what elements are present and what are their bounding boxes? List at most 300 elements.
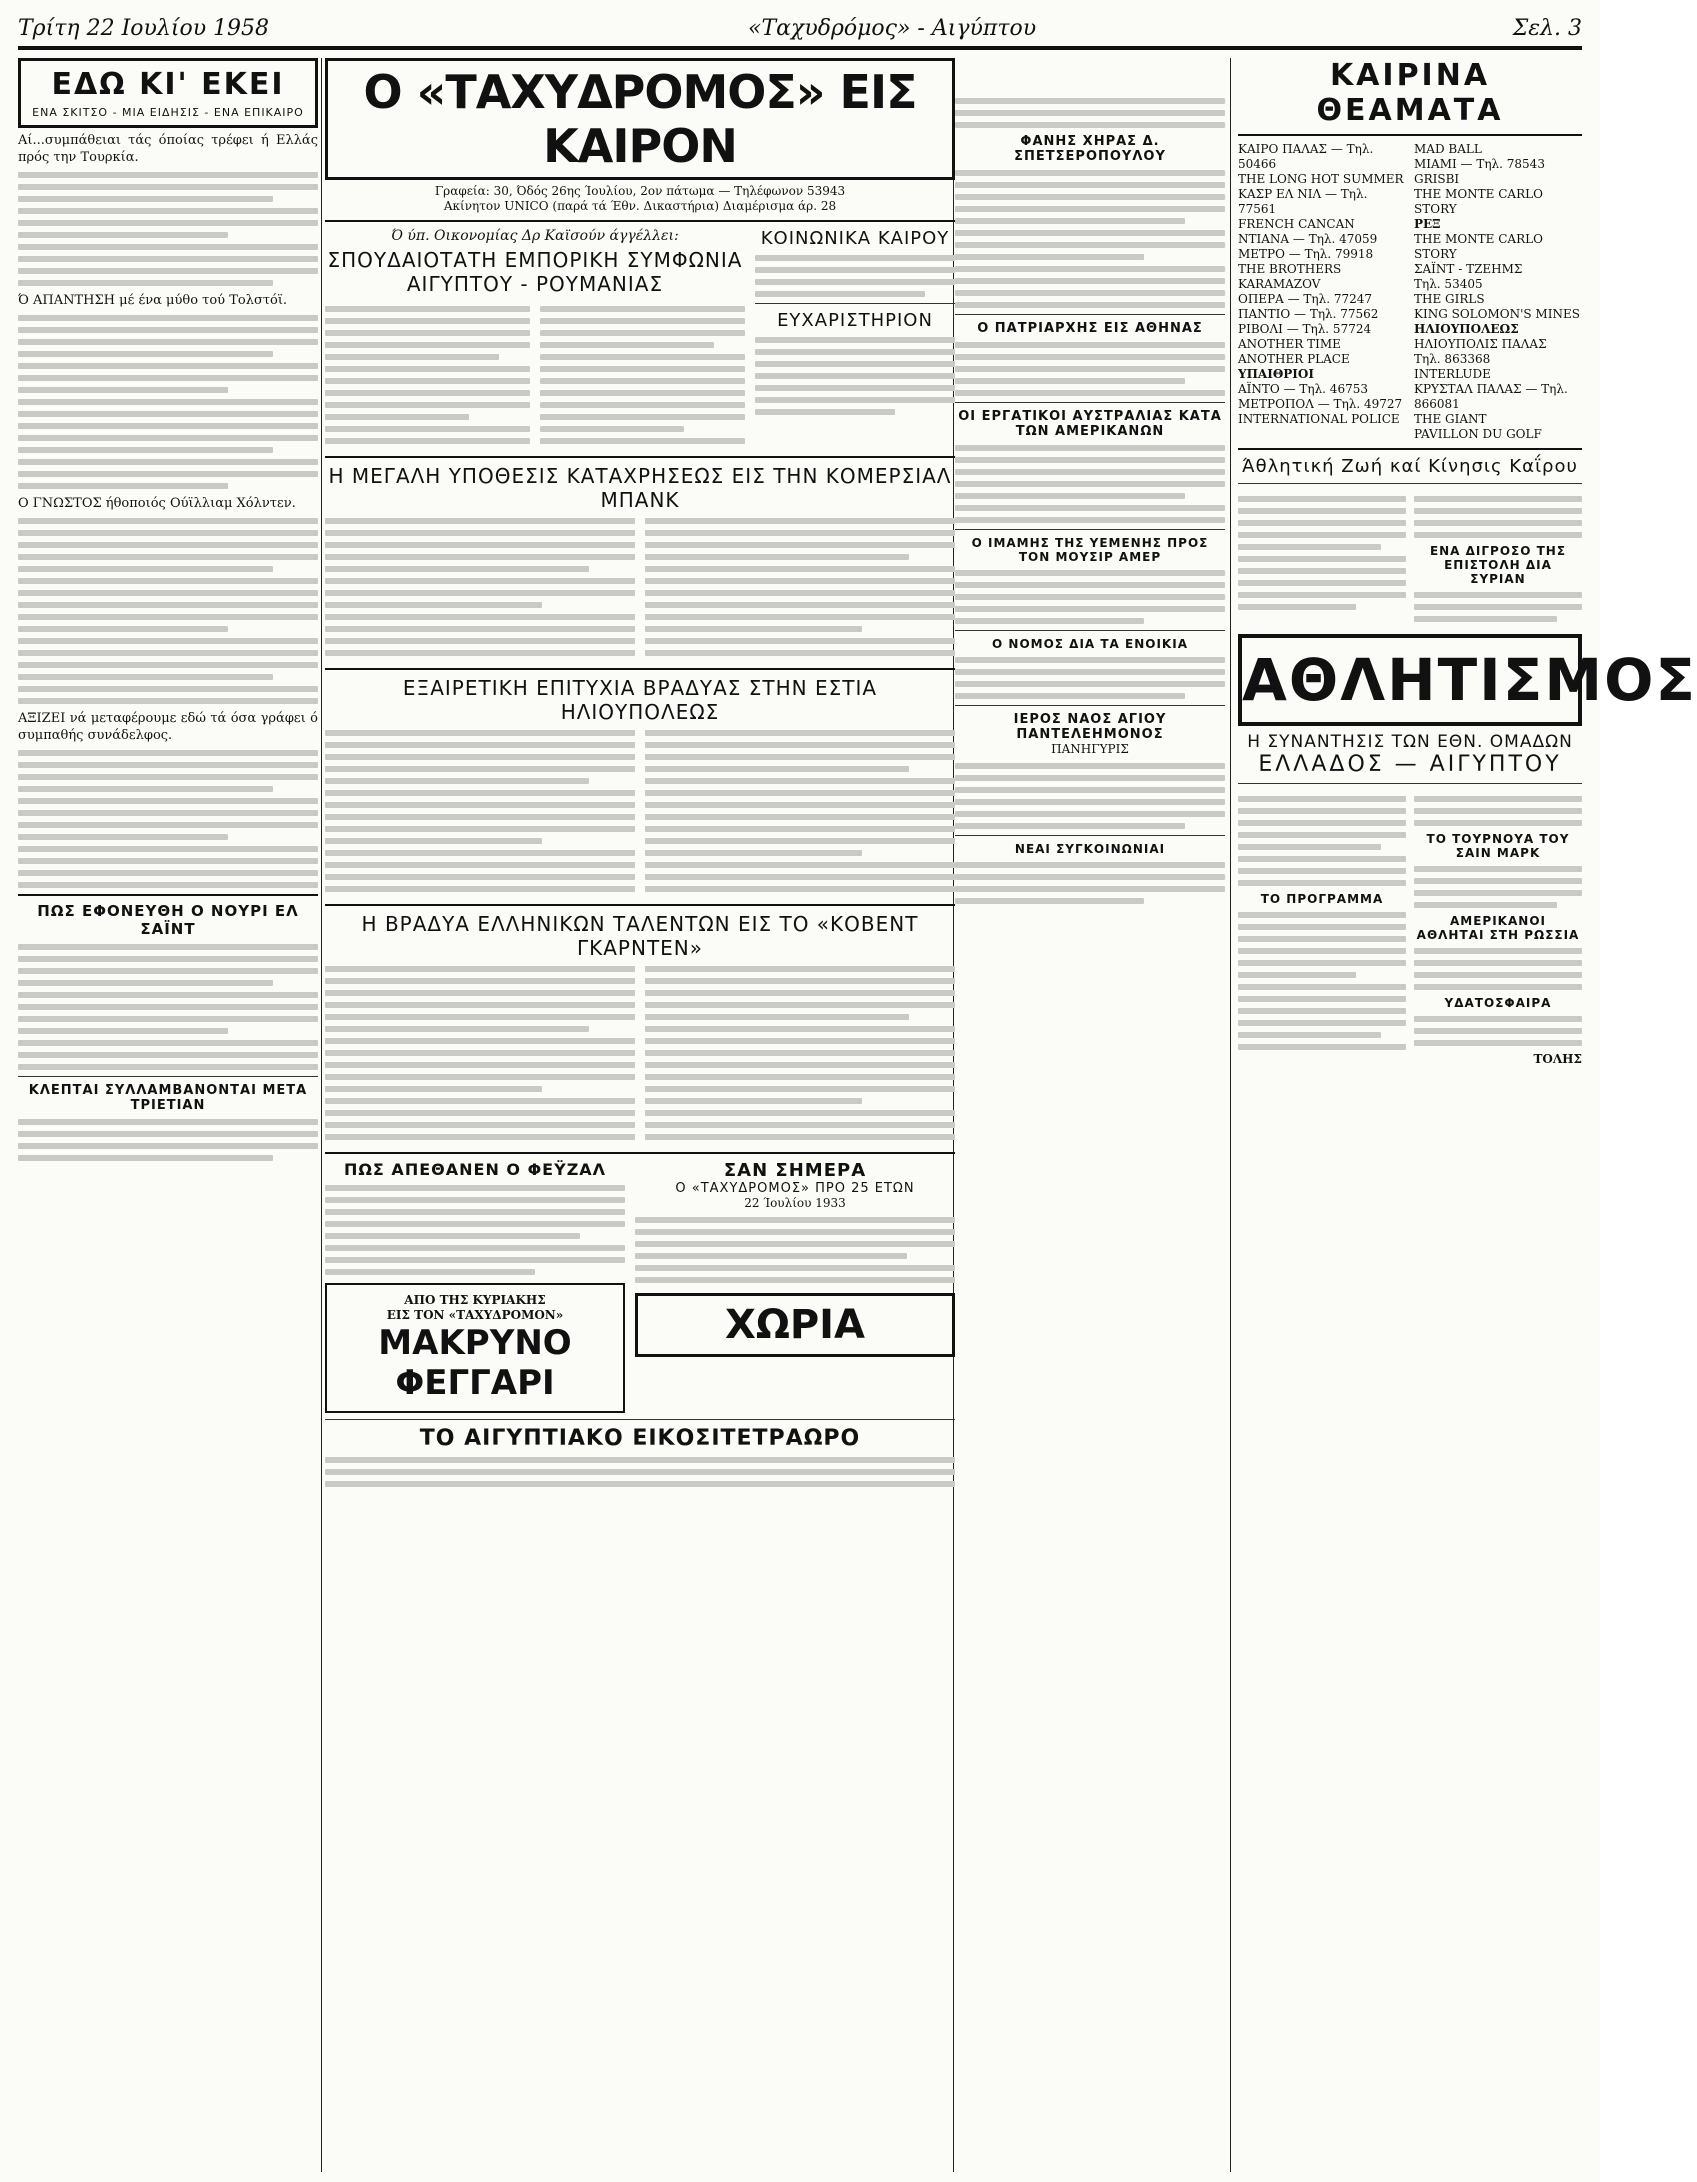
office-address-2: Ακίνητον UNICO (παρά τά Έθν. Δικαστήρια) Διαμέρισμα άρ. 28 bbox=[443, 199, 837, 213]
text-line bbox=[955, 182, 1225, 188]
paper-name: «Ταχυδρόμος» - Αιγύπτου bbox=[748, 16, 1037, 41]
text-line bbox=[955, 594, 1225, 600]
text-line bbox=[1414, 960, 1582, 966]
cinema-entry: THE MONTE CARLO STORY bbox=[1414, 232, 1543, 261]
text-line bbox=[645, 650, 955, 656]
cinema-entry: ANOTHER TIME ANOTHER PLACE bbox=[1238, 337, 1350, 366]
text-line bbox=[645, 730, 955, 736]
text-column bbox=[325, 300, 530, 450]
news-headline: ΤΟ ΠΡΟΓΡΑΜΜΑ bbox=[1260, 892, 1384, 906]
text-line bbox=[325, 1221, 625, 1227]
text-line bbox=[325, 1110, 635, 1116]
text-line bbox=[1414, 902, 1557, 908]
obituary-title: ΦΑΝΗΣ ΧΗΡΑΣ Δ. ΣΠΕΤΣΕΡΟΠΟΥΛΟΥ bbox=[1014, 134, 1166, 164]
text-line bbox=[955, 570, 1225, 576]
cinema-entry: INTERNATIONAL POLICE bbox=[1238, 412, 1400, 426]
text-line bbox=[18, 798, 318, 804]
text-line bbox=[18, 1143, 318, 1149]
text-line bbox=[645, 602, 955, 608]
text-line bbox=[645, 966, 955, 972]
text-line bbox=[540, 330, 745, 336]
athletics-subhead: Η ΣΥΝΑΝΤΗΣΙΣ ΤΩΝ ΕΘΝ. ΟΜΑΔΩΝ bbox=[1247, 732, 1573, 752]
text-line bbox=[325, 1457, 955, 1463]
story-body bbox=[325, 300, 745, 450]
section-rule bbox=[325, 904, 955, 906]
text-line bbox=[955, 493, 1185, 499]
text-line bbox=[955, 669, 1225, 675]
article-body bbox=[18, 1119, 318, 1161]
text-column bbox=[1414, 490, 1582, 628]
chora-box bbox=[635, 1293, 955, 1357]
story-headline: ΠΩΣ ΑΠΕΘΑΝΕΝ Ο ΦΕΫΖΑΛ bbox=[343, 1160, 607, 1179]
text-line bbox=[1238, 1008, 1406, 1014]
news-headline: ΚΛΕΠΤΑΙ ΣΥΛΛΑΜΒΑΝΟΝΤΑΙ ΜΕΤΑ ΤΡΙΕΤΙΑΝ bbox=[28, 1083, 308, 1113]
section-subtitle: ΕΝΑ ΣΚΙΤΣΟ - ΜΙΑ ΕΙΔΗΣΙΣ - ΕΝΑ ΕΠΙΚΑΙΡΟ bbox=[32, 106, 304, 119]
text-line bbox=[18, 423, 318, 429]
cinema-entry: ΟΠΕΡΑ — Τηλ. 77247 bbox=[1238, 292, 1373, 306]
text-column bbox=[325, 960, 635, 1146]
text-line bbox=[645, 566, 955, 572]
text-line bbox=[325, 378, 530, 384]
text-line bbox=[955, 787, 1225, 793]
text-line bbox=[18, 980, 273, 986]
text-line bbox=[325, 766, 635, 772]
text-line bbox=[18, 1064, 318, 1070]
text-line bbox=[635, 1277, 955, 1283]
text-line bbox=[18, 858, 318, 864]
news-headline: ΥΔΑΤΟΣΦΑΙΡΑ bbox=[1444, 996, 1552, 1010]
cinema-entry: THE GIRLS bbox=[1414, 292, 1485, 306]
news-headline: ΕΝΑ ΔΙΓΡΟΣΟ ΤΗΣ ΕΠΙΣΤΟΛΗ ΔΙΑ ΣΥΡΙΑΝ bbox=[1429, 544, 1567, 586]
text-line bbox=[635, 1229, 955, 1235]
text-line bbox=[1414, 808, 1582, 814]
news-headline: Ο ΙΜΑΜΗΣ ΤΗΣ ΥΕΜΕΝΗΣ ΠΡΟΣ ΤΟΝ ΜΟΥΣΙΡ ΑΜΕΡ bbox=[971, 536, 1209, 564]
text-line bbox=[645, 1014, 909, 1020]
text-line bbox=[540, 426, 684, 432]
text-line bbox=[18, 614, 318, 620]
text-line bbox=[635, 1241, 955, 1247]
text-line bbox=[645, 826, 955, 832]
text-line bbox=[325, 426, 530, 432]
text-line bbox=[1414, 1040, 1582, 1046]
text-line bbox=[1414, 984, 1582, 990]
cinema-column bbox=[1414, 142, 1582, 442]
story-body bbox=[325, 960, 955, 1146]
text-line bbox=[18, 435, 318, 441]
text-line bbox=[18, 750, 318, 756]
cinema-entry: INTERLUDE bbox=[1414, 367, 1491, 381]
text-line bbox=[1414, 592, 1582, 598]
text-line bbox=[325, 366, 530, 372]
text-line bbox=[645, 1134, 955, 1140]
text-line bbox=[18, 674, 273, 680]
story-block bbox=[325, 228, 745, 450]
text-line bbox=[540, 342, 714, 348]
text-line bbox=[755, 397, 955, 403]
text-line bbox=[18, 602, 318, 608]
article-body bbox=[955, 657, 1225, 699]
text-line bbox=[325, 730, 635, 736]
text-line bbox=[755, 349, 955, 355]
text-line bbox=[645, 814, 955, 820]
today-subtitle: Ο «ΤΑΧΥΔΡΟΜΟΣ» ΠΡΟ 25 ΕΤΩΝ bbox=[675, 1181, 915, 1196]
text-line bbox=[325, 518, 635, 524]
text-line bbox=[325, 1197, 625, 1203]
cinema-entry: MIAMI — Τηλ. 78543 bbox=[1414, 157, 1545, 171]
cinema-column bbox=[1238, 142, 1406, 442]
text-line bbox=[1414, 532, 1582, 538]
news-headline: ΠΩΣ ΕΦΟΝΕΥΘΗ Ο ΝΟΥΡΙ ΕΛ ΣΑΪΝΤ bbox=[37, 902, 299, 938]
text-line bbox=[955, 606, 1225, 612]
text-line bbox=[1238, 856, 1406, 862]
cinema-entry: KING SOLOMON'S MINES bbox=[1414, 307, 1580, 321]
text-line bbox=[1238, 796, 1406, 802]
text-line bbox=[18, 220, 318, 226]
text-line bbox=[325, 354, 499, 360]
text-line bbox=[18, 1016, 318, 1022]
text-line bbox=[18, 542, 318, 548]
cinema-entry: ΜΕΤΡΟ — Τηλ. 79918 bbox=[1238, 247, 1374, 261]
text-line bbox=[645, 1062, 955, 1068]
text-line bbox=[1414, 616, 1557, 622]
text-line bbox=[1238, 880, 1406, 886]
column-3 bbox=[955, 58, 1225, 2172]
page-number: Σελ. 3 bbox=[1512, 16, 1582, 41]
text-line bbox=[1238, 936, 1406, 942]
cinema-entry: ΡΕΞ bbox=[1414, 217, 1441, 231]
office-address: Γραφεία: 30, Όδός 26ης Ίουλίου, 2ον πάτωμα — Τηλέφωνον 53943 bbox=[434, 184, 846, 198]
text-line bbox=[955, 366, 1225, 372]
ad-headline: ΜΑΚΡΥΝΟ bbox=[378, 1323, 572, 1363]
section-rule bbox=[1238, 783, 1582, 784]
cinema-entry: ΜΕΤΡΟΠΟΛ — Τηλ. 49727 bbox=[1238, 397, 1403, 411]
text-line bbox=[18, 870, 318, 876]
sidebar-box bbox=[755, 228, 955, 450]
athletics-body bbox=[1238, 790, 1582, 1067]
cinema-entry: Τηλ. 863368 bbox=[1414, 352, 1491, 366]
text-line bbox=[645, 1098, 862, 1104]
text-line bbox=[18, 554, 318, 560]
text-line bbox=[325, 790, 635, 796]
text-line bbox=[540, 378, 745, 384]
story-headline: ΤΟ ΑΙΓΥΠΤΙΑΚΟ ΕΙΚΟΣΙΤΕΤΡΑΩΡΟ bbox=[419, 1426, 861, 1451]
text-line bbox=[1238, 868, 1406, 874]
text-line bbox=[325, 306, 530, 312]
text-line bbox=[325, 1098, 635, 1104]
article-body bbox=[955, 342, 1225, 396]
text-line bbox=[325, 1209, 625, 1215]
text-line bbox=[955, 469, 1225, 475]
cairo-masthead-title: Ο «ΤΑΧΥΔΡΟΜΟΣ» ΕΙΣ ΚΑΙΡΟΝ bbox=[363, 65, 917, 173]
text-line bbox=[755, 409, 895, 415]
text-line bbox=[955, 823, 1185, 829]
text-line bbox=[325, 802, 635, 808]
text-line bbox=[955, 775, 1225, 781]
text-line bbox=[955, 657, 1225, 663]
text-line bbox=[325, 1086, 542, 1092]
text-line bbox=[1238, 544, 1381, 550]
text-line bbox=[540, 306, 745, 312]
news-headline: ΟΙ ΕΡΓΑΤΙΚΟΙ ΑΥΣΤΡΑΛΙΑΣ ΚΑΤΑ ΤΩΝ ΑΜΕΡΙΚΑΝΩΝ bbox=[958, 409, 1222, 439]
section-rule bbox=[18, 894, 318, 896]
text-line bbox=[645, 1110, 955, 1116]
page-masthead bbox=[18, 10, 1582, 50]
text-line bbox=[18, 786, 273, 792]
text-line bbox=[18, 638, 318, 644]
ad-headline: ΦΕΓΓΑΡΙ bbox=[395, 1363, 555, 1403]
text-line bbox=[325, 638, 635, 644]
text-line bbox=[955, 98, 1225, 104]
text-line bbox=[18, 944, 318, 950]
text-line bbox=[18, 483, 228, 489]
text-line bbox=[955, 517, 1225, 523]
text-line bbox=[645, 554, 909, 560]
story-block bbox=[325, 1160, 625, 1413]
text-line bbox=[955, 811, 1225, 817]
text-line bbox=[645, 542, 955, 548]
chora-title: ΧΩΡΙΑ bbox=[725, 1302, 865, 1348]
text-line bbox=[325, 1014, 635, 1020]
athletics-subhead-2: ΕΛΛΑΔΟΣ — ΑΙΓΥΠΤΟΥ bbox=[1258, 752, 1562, 777]
text-line bbox=[1238, 832, 1406, 838]
text-line bbox=[955, 481, 1225, 487]
text-line bbox=[325, 886, 635, 892]
cinema-entry: ΗΛΙΟΥΠΟΛΕΩΣ bbox=[1414, 322, 1519, 336]
cinema-listings bbox=[1238, 142, 1582, 442]
text-line bbox=[18, 968, 318, 974]
text-line bbox=[645, 1086, 955, 1092]
cinema-entry: THE MONTE CARLO STORY bbox=[1414, 187, 1543, 216]
text-line bbox=[1238, 972, 1356, 978]
text-line bbox=[18, 1155, 273, 1161]
text-line bbox=[645, 1038, 955, 1044]
text-line bbox=[1238, 912, 1406, 918]
text-line bbox=[645, 742, 955, 748]
section-rule bbox=[955, 402, 1225, 403]
ad-line: ΕΙΣ ΤΟΝ «ΤΑΧΥΔΡΟΜΟΝ» bbox=[386, 1308, 564, 1322]
text-line bbox=[1414, 878, 1582, 884]
author-signature: ΤΟΛΗΣ bbox=[1533, 1052, 1582, 1066]
cinema-entry: THE GIANT bbox=[1414, 412, 1487, 426]
text-line bbox=[1238, 1020, 1406, 1026]
text-line bbox=[955, 266, 1225, 272]
text-line bbox=[18, 1004, 318, 1010]
text-line bbox=[325, 814, 635, 820]
text-line bbox=[1238, 984, 1406, 990]
article-body bbox=[955, 570, 1225, 624]
text-line bbox=[18, 256, 318, 262]
cinema-entry: ΚΡΥΣΤΑΛ ΠΑΛΑΣ — Τηλ. 866081 bbox=[1414, 382, 1568, 411]
text-line bbox=[18, 1119, 318, 1125]
text-line bbox=[955, 618, 1144, 624]
text-line bbox=[325, 554, 635, 560]
text-line bbox=[18, 471, 318, 477]
text-line bbox=[325, 862, 635, 868]
section-rule bbox=[1238, 448, 1582, 450]
text-line bbox=[645, 990, 955, 996]
text-line bbox=[18, 822, 318, 828]
text-line bbox=[325, 826, 635, 832]
column-4 bbox=[1238, 58, 1697, 2172]
text-line bbox=[645, 886, 955, 892]
text-line bbox=[755, 361, 955, 367]
text-line bbox=[325, 874, 635, 880]
text-line bbox=[325, 1233, 580, 1239]
article-body bbox=[18, 750, 318, 888]
text-line bbox=[1238, 1032, 1381, 1038]
text-line bbox=[325, 530, 635, 536]
text-line bbox=[18, 399, 318, 405]
text-line bbox=[325, 778, 589, 784]
ad-line: ΑΠΟ ΤΗΣ ΚΥΡΙΑΚΗΣ bbox=[404, 1293, 546, 1307]
top-row bbox=[325, 228, 955, 450]
athletics-banner: ΑΘΛΗΤΙΣΜΟΣ bbox=[1238, 634, 1582, 726]
section-rule bbox=[1238, 483, 1582, 484]
text-line bbox=[645, 862, 955, 868]
text-line bbox=[325, 1245, 625, 1251]
section-title: ΕΔΩ ΚΙ' ΕΚΕΙ bbox=[51, 67, 285, 102]
text-line bbox=[1238, 820, 1406, 826]
text-line bbox=[1238, 580, 1406, 586]
text-line bbox=[645, 778, 955, 784]
text-line bbox=[325, 1026, 589, 1032]
text-line bbox=[325, 1269, 535, 1275]
column-2 bbox=[325, 58, 955, 2172]
text-line bbox=[955, 290, 1225, 296]
text-line bbox=[540, 438, 745, 444]
text-line bbox=[1238, 996, 1406, 1002]
text-line bbox=[955, 505, 1225, 511]
text-line bbox=[955, 254, 1144, 260]
text-column bbox=[1238, 490, 1406, 628]
text-line bbox=[18, 626, 228, 632]
cinema-entry: ΡΙΒΟΛΙ — Τηλ. 57724 bbox=[1238, 322, 1372, 336]
text-line bbox=[325, 1038, 635, 1044]
text-line bbox=[1414, 866, 1582, 872]
text-line bbox=[325, 566, 589, 572]
text-line bbox=[755, 291, 925, 297]
text-line bbox=[18, 698, 318, 704]
article-body bbox=[18, 518, 318, 704]
text-line bbox=[955, 390, 1225, 396]
article-paragraph: Ό ΑΠΑΝΤΗΣΗ μέ ένα μύθο τού Τολστόϊ. bbox=[18, 293, 288, 308]
text-column bbox=[540, 300, 745, 450]
section-rule bbox=[18, 1076, 318, 1077]
section-header-box bbox=[18, 58, 318, 128]
text-line bbox=[755, 373, 955, 379]
text-line bbox=[635, 1217, 955, 1223]
text-line bbox=[955, 457, 1225, 463]
article-body bbox=[955, 98, 1225, 128]
text-line bbox=[325, 318, 530, 324]
story-body bbox=[325, 512, 955, 662]
text-line bbox=[18, 518, 318, 524]
text-line bbox=[18, 992, 318, 998]
text-line bbox=[18, 956, 318, 962]
cinema-entry: ΠΑΝΤΙΟ — Τηλ. 77562 bbox=[1238, 307, 1379, 321]
section-rule bbox=[325, 1419, 955, 1420]
text-line bbox=[1238, 592, 1406, 598]
text-line bbox=[540, 414, 745, 420]
column-divider bbox=[321, 58, 322, 2172]
text-line bbox=[325, 754, 635, 760]
text-line bbox=[645, 1074, 955, 1080]
text-line bbox=[1238, 556, 1406, 562]
text-line bbox=[325, 966, 635, 972]
text-line bbox=[18, 1040, 318, 1046]
text-column bbox=[325, 512, 635, 662]
section-rule bbox=[955, 314, 1225, 315]
article-body bbox=[18, 944, 318, 1070]
text-column bbox=[645, 512, 955, 662]
text-line bbox=[325, 1185, 625, 1191]
text-line bbox=[955, 218, 1185, 224]
text-line bbox=[540, 390, 745, 396]
article-body bbox=[18, 315, 318, 489]
text-line bbox=[325, 1134, 635, 1140]
cinema-entry: ΚΑΣΡ ΕΛ ΝΙΛ — Τηλ. 77561 bbox=[1238, 187, 1368, 216]
text-line bbox=[755, 279, 955, 285]
text-line bbox=[645, 874, 955, 880]
section-rule bbox=[955, 630, 1225, 631]
issue-date: Τρίτη 22 Ιουλίου 1958 bbox=[18, 16, 270, 41]
cinema-entry: ΑΪΝΤΟ — Τηλ. 46753 bbox=[1238, 382, 1368, 396]
text-line bbox=[325, 1122, 635, 1128]
text-line bbox=[18, 339, 318, 345]
cinema-entry: ΚΑΙΡΟ ΠΑΛΑΣ — Τηλ. 50466 bbox=[1238, 142, 1374, 171]
text-line bbox=[18, 566, 273, 572]
text-line bbox=[18, 774, 318, 780]
text-line bbox=[18, 578, 318, 584]
text-line bbox=[1238, 496, 1406, 502]
text-line bbox=[645, 590, 955, 596]
section-rule bbox=[955, 705, 1225, 706]
text-line bbox=[18, 459, 318, 465]
text-line bbox=[325, 402, 530, 408]
text-line bbox=[540, 366, 745, 372]
text-line bbox=[325, 850, 635, 856]
text-line bbox=[955, 194, 1225, 200]
story-headline: Η ΒΡΑΔΥΑ ΕΛΛΗΝΙΚΩΝ ΤΑΛΕΝΤΩΝ ΕΙΣ ΤΟ «ΚΟΒΕΝΤ ΓΚΑΡΝΤΕΝ» bbox=[361, 912, 919, 960]
text-line bbox=[955, 799, 1225, 805]
cinema-entry: THE BROTHERS KARAMAZOV bbox=[1238, 262, 1342, 291]
text-line bbox=[1414, 520, 1582, 526]
text-line bbox=[540, 402, 745, 408]
text-line bbox=[540, 318, 745, 324]
text-line bbox=[1238, 604, 1356, 610]
text-line bbox=[325, 390, 530, 396]
sports-life-title: Άθλητική Ζωή καί Κίνησις Καΐρου bbox=[1242, 456, 1578, 477]
cinema-entry: Τηλ. 53405 bbox=[1414, 277, 1483, 291]
text-line bbox=[1414, 1016, 1582, 1022]
text-line bbox=[18, 363, 318, 369]
text-line bbox=[18, 184, 318, 190]
text-line bbox=[1414, 604, 1582, 610]
news-headline: Ο ΝΟΜΟΣ ΔΙΑ ΤΑ ΕΝΟΙΚΙΑ bbox=[992, 637, 1188, 651]
text-line bbox=[1414, 890, 1582, 896]
text-line bbox=[325, 542, 635, 548]
text-line bbox=[645, 802, 955, 808]
text-line bbox=[955, 302, 1225, 308]
text-line bbox=[645, 754, 955, 760]
text-line bbox=[325, 1050, 635, 1056]
text-line bbox=[955, 122, 1225, 128]
text-line bbox=[325, 578, 635, 584]
text-line bbox=[18, 834, 228, 840]
article-body bbox=[325, 1185, 625, 1275]
today-date: 22 Ίουλίου 1933 bbox=[744, 1196, 846, 1210]
text-line bbox=[18, 686, 318, 692]
